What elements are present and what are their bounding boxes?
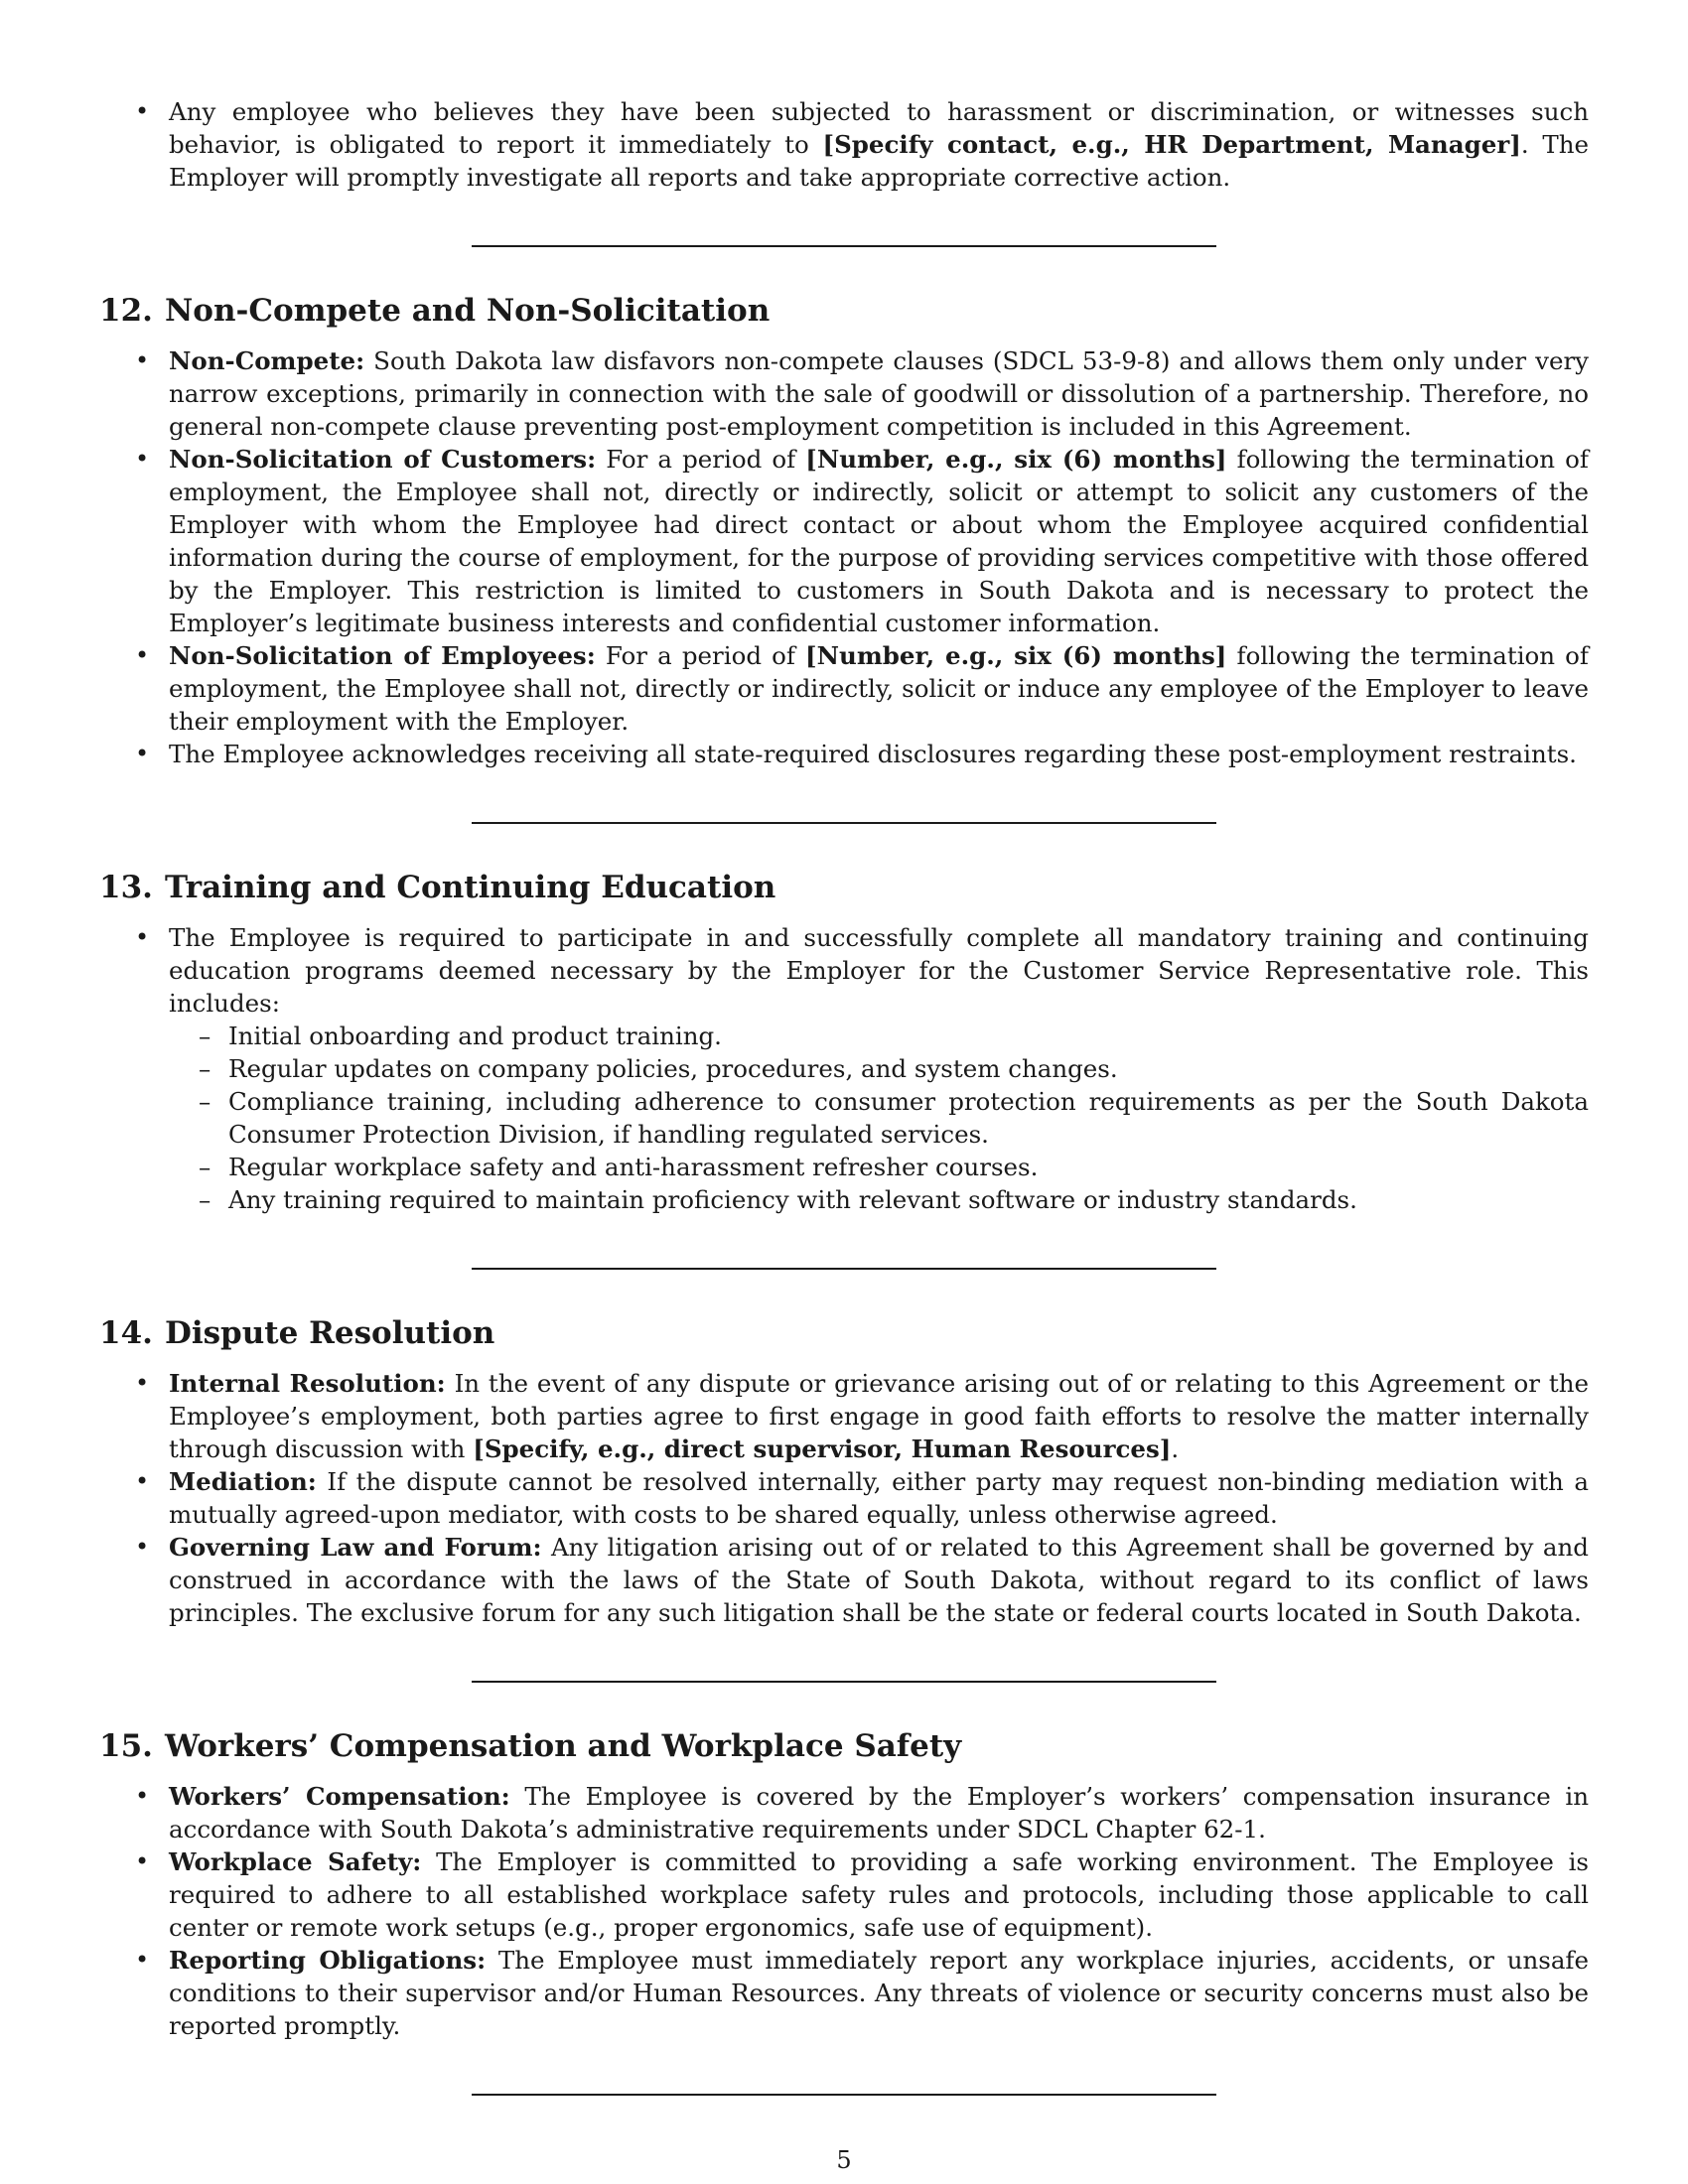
item-text: . The Employer will promptly investigate all reports and take appropriate corrective action. xyxy=(169,130,1589,192)
item-text: The Employee is covered by the Employer’s workers’ compensation insurance in accordance with South Dakota’s administrative requirements under SDCL Chapter 62-1. xyxy=(169,1782,1589,1843)
section-divider xyxy=(472,822,1216,824)
list-item xyxy=(99,95,1589,194)
section-15-list xyxy=(99,1780,1589,2042)
sublist-item: – Any training required to maintain proficiency with relevant software or industry standards. xyxy=(169,1183,1589,1216)
item-text: Any employee who believes they have been subjected to harassment or discrimination, or witnesses such behavior, is obligated to report it immediately to xyxy=(169,97,1589,159)
item-lead: Non-Solicitation of Customers: xyxy=(169,445,597,474)
harassment-reporting-list xyxy=(99,95,1589,194)
section-divider xyxy=(472,245,1216,247)
item-lead: Governing Law and Forum: xyxy=(169,1533,542,1562)
item-text: For a period of xyxy=(595,641,806,670)
item-text: following the termination of employment, the Employee shall not, directly or indirectly, solicit or attempt to solicit any customers of the Employer with whom the Employee had direct contact or about whom the Employee acquired confidential information during the course of employment, for the purpose of providing services competitive with those offered by the Employer. This restriction is limited to customers in South Dakota and is necessary to protect the Employer’s legitimate business interests and confidential customer information. xyxy=(169,445,1589,637)
section-heading-12 xyxy=(99,291,1589,331)
section-heading-14 xyxy=(99,1313,1589,1353)
item-text: following the termination of employment, the Employee shall not, directly or indirectly, solicit or induce any employee of the Employer to leave their employment with the Employer. xyxy=(169,641,1589,736)
item-lead: Reporting Obligations: xyxy=(169,1946,487,1975)
item-lead: Non-Compete: xyxy=(169,346,365,375)
list-item xyxy=(99,344,1589,443)
list-item xyxy=(99,639,1589,738)
item-lead: Workplace Safety: xyxy=(169,1847,422,1876)
list-item xyxy=(99,738,1589,770)
section-divider xyxy=(472,1268,1216,1270)
section-number: 15. xyxy=(99,1728,153,1764)
training-sublist xyxy=(169,1020,1589,1216)
sublist-item: – Compliance training, including adherence to consumer protection requirements as per the South Dakota Consumer Protection Division, if handling regulated services. xyxy=(169,1085,1589,1151)
item-lead: Internal Resolution: xyxy=(169,1369,446,1398)
item-text: In the event of any dispute or grievance arising out of or relating to this Agreement or the Employee’s employment, both parties agree to first engage in good faith efforts to resolve the matter internally through discussion with xyxy=(169,1369,1589,1463)
section-number: 12. xyxy=(99,293,153,329)
item-text: The Employee must immediately report any workplace injuries, accidents, or unsafe conditions to their supervisor and/or Human Resources. Any threats of violence or security concerns must also be reported promptly. xyxy=(169,1946,1589,2040)
sublist-item: – Initial onboarding and product training. xyxy=(169,1020,1589,1052)
sublist-item: – Regular updates on company policies, procedures, and system changes. xyxy=(169,1052,1589,1085)
section-number: 14. xyxy=(99,1315,153,1351)
item-text: The Employer is committed to providing a safe working environment. The Employee is required to adhere to all established workplace safety rules and protocols, including those applicable to call center or remote work setups (e.g., proper ergonomics, safe use of equipment). xyxy=(169,1847,1589,1942)
placeholder-period: [Number, e.g., six (6) months] xyxy=(805,641,1227,670)
section-title: Dispute Resolution xyxy=(164,1315,495,1351)
list-item xyxy=(99,1845,1589,1944)
list-item xyxy=(99,1780,1589,1845)
list-item xyxy=(99,1531,1589,1629)
section-title: Non-Compete and Non-Solicitation xyxy=(164,293,771,329)
item-text: If the dispute cannot be resolved internally, either party may request non-binding mediation with a mutually agreed-upon mediator, with costs to be shared equally, unless otherwise agreed. xyxy=(169,1467,1589,1529)
list-item xyxy=(99,1465,1589,1531)
list-item xyxy=(99,1944,1589,2042)
item-text: Any litigation arising out of or related to this Agreement shall be governed by and construed in accordance with the laws of the State of South Dakota, without regard to its conflict of laws principles. The exclusive forum for any such litigation shall be the state or federal courts located in South Dakota. xyxy=(169,1533,1589,1627)
list-item xyxy=(99,443,1589,639)
section-heading-13 xyxy=(99,868,1589,907)
section-divider xyxy=(472,1681,1216,1683)
item-text: The Employee is required to participate in and successfully complete all mandatory training and continuing education programs deemed necessary by the Employer for the Customer Service Representative role. This includes: xyxy=(169,923,1589,1018)
section-14-list xyxy=(99,1367,1589,1629)
section-title: Workers’ Compensation and Workplace Safety xyxy=(164,1728,962,1764)
sublist-item: – Regular workplace safety and anti-harassment refresher courses. xyxy=(169,1151,1589,1183)
section-title: Training and Continuing Education xyxy=(164,870,776,905)
section-heading-15 xyxy=(99,1726,1589,1766)
section-12-list xyxy=(99,344,1589,770)
item-lead: Non-Solicitation of Employees: xyxy=(169,641,596,670)
item-text: South Dakota law disfavors non-compete clauses (SDCL 53-9-8) and allows them only under very narrow exceptions, primarily in connection with the sale of goodwill or dissolution of a partnership. Therefore, no general non-compete clause preventing post-employment competition is included in this Agreement. xyxy=(169,346,1589,441)
page-number: 5 xyxy=(836,2146,852,2174)
placeholder-period: [Number, e.g., six (6) months] xyxy=(805,445,1227,474)
item-lead: Workers’ Compensation: xyxy=(169,1782,510,1811)
item-text: The Employee acknowledges receiving all state-required disclosures regarding these post-employment restraints. xyxy=(169,740,1577,768)
list-item xyxy=(99,1367,1589,1465)
placeholder-contact: [Specify, e.g., direct supervisor, Human Resources] xyxy=(473,1434,1172,1463)
section-number: 13. xyxy=(99,870,153,905)
section-divider xyxy=(472,2094,1216,2096)
item-text: For a period of xyxy=(596,445,806,474)
document-page xyxy=(99,95,1589,2096)
placeholder-contact: [Specify contact, e.g., HR Department, Manager] xyxy=(822,130,1521,159)
section-13-list xyxy=(99,921,1589,1216)
item-lead: Mediation: xyxy=(169,1467,317,1496)
item-text: . xyxy=(1171,1434,1180,1463)
list-item xyxy=(99,921,1589,1216)
